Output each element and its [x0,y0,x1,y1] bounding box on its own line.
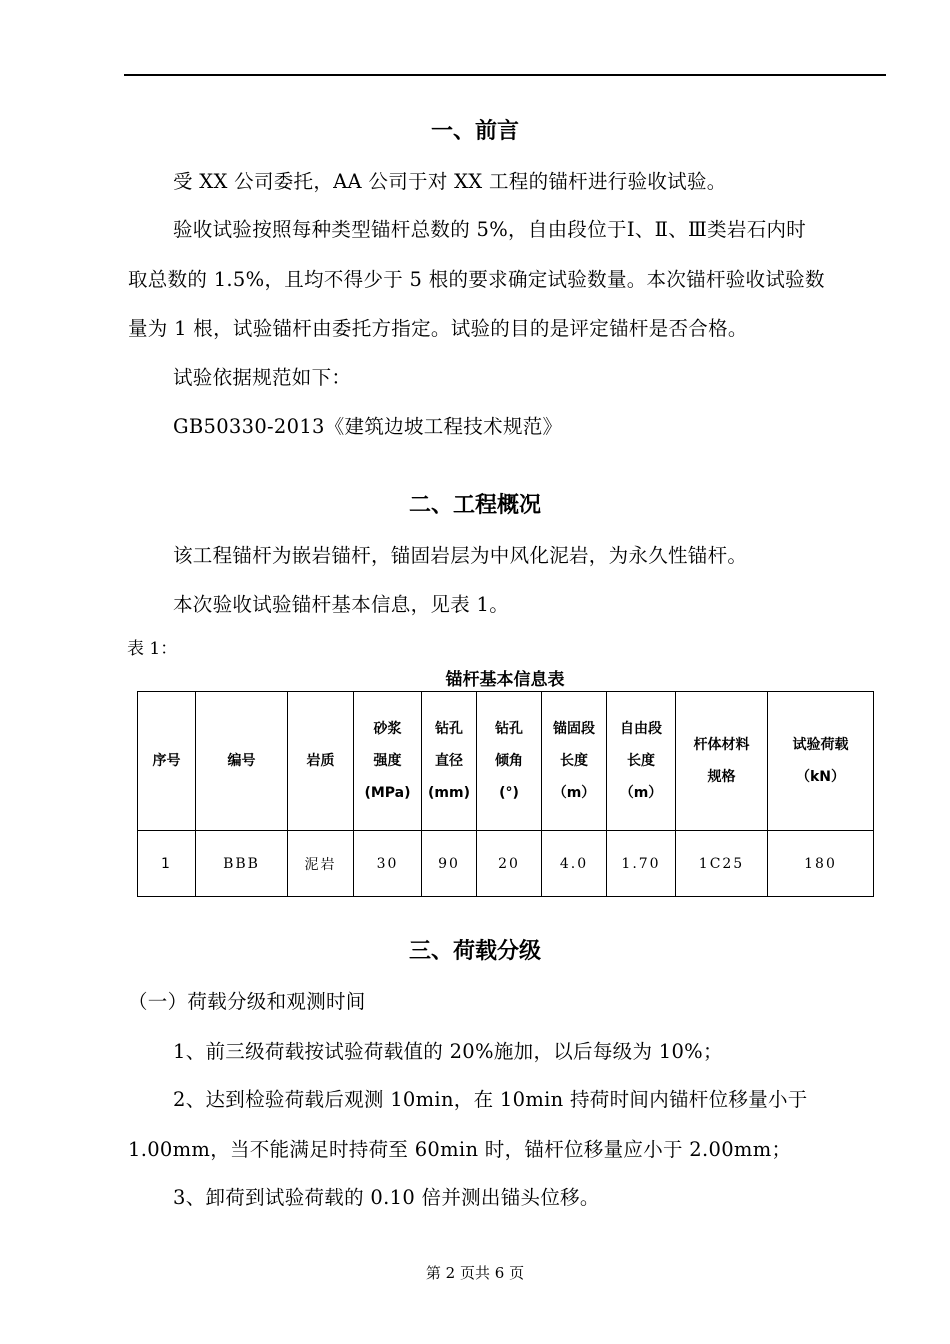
table-header-cell [354,692,422,831]
preface-paragraph-1: 受 XX 公司委托，AA 公司于对 XX 工程的锚杆进行验收试验。 [173,170,727,193]
table-header-cell [676,692,768,831]
table-header-text: (MPa) [364,785,411,801]
table-cell: 180 [768,831,874,897]
load-grading-item-3: 3、卸荷到试验荷载的 0.10 倍并测出锚头位移。 [173,1186,600,1209]
load-grading-item-1: 1、前三级荷载按试验荷载值的 20%施加，以后每级为 10%； [173,1040,723,1063]
overview-paragraph-1: 该工程锚杆为嵌岩锚杆，锚固岩层为中风化泥岩，为永久性锚杆。 [173,544,748,567]
table-header-text: 规格 [707,769,736,785]
table-header-text: 试验荷载 [792,737,849,753]
table-header-text: 岩质 [306,753,335,769]
table-header-cell [422,692,477,831]
table-cell: 4.0 [542,831,607,897]
table-header-cell [196,692,288,831]
table-header-text: 杆体材料 [693,737,750,753]
table-header-cell [138,692,196,831]
load-grading-subheading: （一）荷载分级和观测时间 [128,990,366,1013]
table-cell: 1.70 [607,831,676,897]
preface-paragraph-3: 试验依据规范如下： [173,366,352,389]
overview-paragraph-2: 本次验收试验锚杆基本信息，见表 1。 [173,593,510,616]
table-header-text: 倾角 [495,753,523,769]
page-footer: 第 2 页共 6 页 [425,1264,525,1282]
table-header-text: 长度 [627,753,655,769]
table-header-text: (°) [499,785,519,801]
section-heading-overview: 二、工程概况 [408,492,541,518]
section-heading-preface: 一、前言 [430,118,519,144]
table-header-text: 长度 [560,753,588,769]
table-header-cell [288,692,354,831]
preface-standard-reference: GB50330-2013《建筑边坡工程技术规范》 [173,415,563,438]
table-header-cell [542,692,607,831]
table-header-text: 序号 [152,753,181,769]
table-header-text: （m） [619,785,663,801]
preface-paragraph-2-line-1: 验收试验按照每种类型锚杆总数的 5%，自由段位于Ⅰ、Ⅱ、Ⅲ类岩石内时 [173,218,807,241]
table-header-text: (mm) [428,785,470,801]
load-grading-item-2-line-2: 1.00mm，当不能满足时持荷至 60min 时，锚杆位移量应小于 2.00mm； [128,1138,792,1161]
header-rule [124,74,886,76]
table-cell: 泥岩 [288,831,354,897]
table-header-text: （m） [552,785,596,801]
table-header-row [138,692,874,831]
load-grading-item-2-line-1: 2、达到检验荷载后观测 10min，在 10min 持荷时间内锚杆位移量小于 [173,1088,808,1111]
table-cell: BBB [196,831,288,897]
table-header-text: 自由段 [620,721,662,737]
table-header-text: 钻孔 [435,721,463,737]
table-header-text: 砂浆 [373,721,402,737]
table-cell: 90 [422,831,477,897]
table-header-text: 强度 [373,753,402,769]
table-label: 表 1： [127,639,178,659]
table-header-text: 钻孔 [495,721,523,737]
anchor-info-table [137,691,874,897]
preface-paragraph-2-line-3: 量为 1 根，试验锚杆由委托方指定。试验的目的是评定锚杆是否合格。 [128,317,748,340]
table-header-text: （kN） [795,769,846,785]
section-heading-load-grading: 三、荷载分级 [408,938,541,964]
table-header-cell [768,692,874,831]
table-header-text: 锚固段 [553,721,595,737]
table-cell: 1C25 [676,831,768,897]
table-header-text: 编号 [227,753,256,769]
table-cell: 1 [138,831,196,897]
table-header-cell [477,692,542,831]
table-row [138,831,874,897]
table-header-text: 直径 [435,753,463,769]
table-cell: 30 [354,831,422,897]
table-header-cell [607,692,676,831]
preface-paragraph-2-line-2: 取总数的 1.5%，且均不得少于 5 根的要求确定试验数量。本次锚杆验收试验数 [128,268,825,291]
table-cell: 20 [477,831,542,897]
table-caption: 锚杆基本信息表 [445,670,565,690]
